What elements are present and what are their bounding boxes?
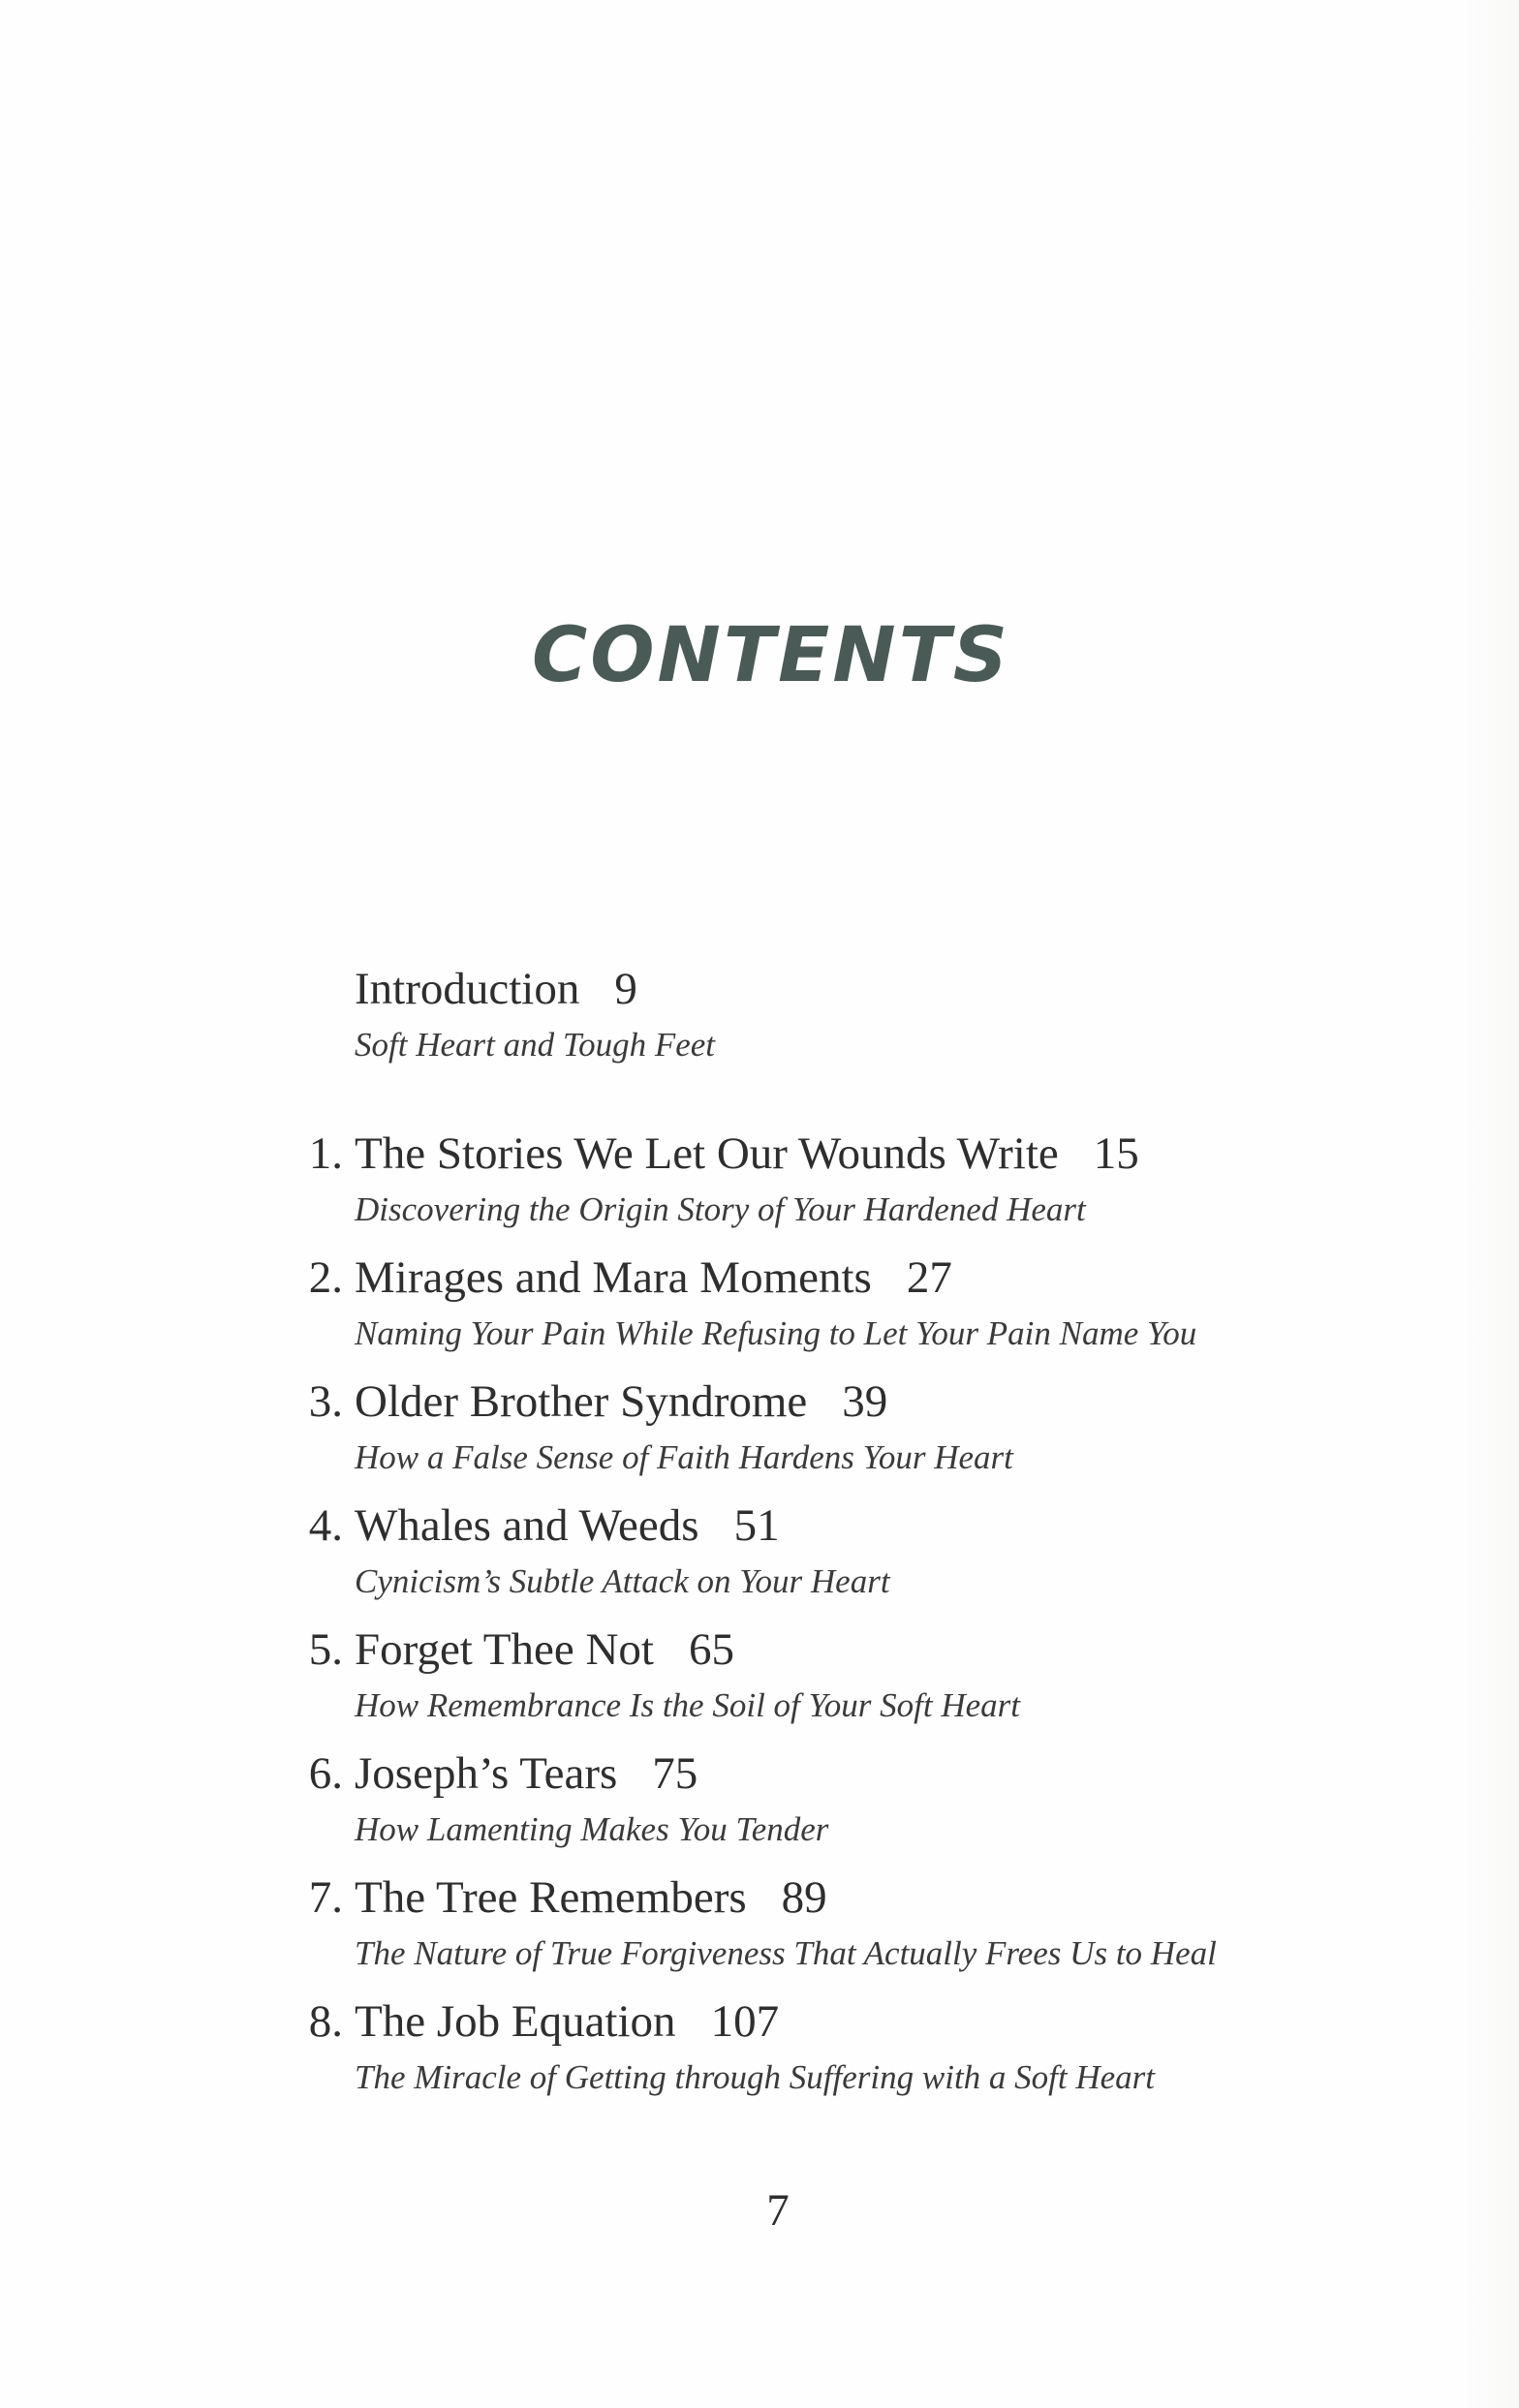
toc-chapter-page: 89 [781,1872,827,1923]
toc-chapter-number: 1. [308,1128,343,1179]
toc-chapter-number: 5. [308,1624,343,1675]
toc-chapter-page: 51 [733,1500,780,1551]
toc-chapter-5 [355,1623,734,1676]
toc-chapter-number: 8. [308,1996,343,2047]
toc-chapter-title: Mirages and Mara Moments [355,1252,872,1303]
toc-chapter-subtitle: How Remembrance Is the Soil of Your Soft Heart [355,1686,1020,1724]
toc-chapter-3 [355,1375,887,1428]
toc-chapter-title: Older Brother Syndrome [355,1376,808,1427]
toc-chapter-page: 107 [710,1996,780,2047]
toc-chapter-page: 27 [906,1252,952,1303]
toc-chapter-number: 7. [308,1872,343,1923]
toc-chapter-title: Forget Thee Not [355,1624,654,1675]
toc-chapter-8 [355,1995,779,2048]
toc-chapter-subtitle: How Lamenting Makes You Tender [355,1810,829,1848]
toc-entry-introduction [355,963,637,1015]
toc-chapter-7 [355,1871,827,1924]
toc-chapter-number: 6. [308,1748,343,1799]
toc-entry-subtitle: Soft Heart and Tough Feet [355,1026,716,1064]
toc-chapter-page: 75 [652,1748,698,1799]
toc-chapter-title: Whales and Weeds [355,1500,699,1551]
toc-chapter-subtitle: Naming Your Pain While Refusing to Let Your Pain Name You [355,1314,1197,1352]
toc-chapter-number: 2. [308,1252,343,1303]
toc-chapter-title: The Stories We Let Our Wounds Write [355,1128,1059,1179]
toc-chapter-title: The Job Equation [355,1996,676,2047]
contents-heading: CONTENTS [532,612,1010,699]
toc-chapter-page: 15 [1093,1128,1139,1179]
toc-chapter-6 [355,1747,698,1800]
page-edge-shadow [1461,0,1519,2408]
toc-chapter-4 [355,1499,780,1552]
toc-chapter-1 [355,1127,1139,1180]
toc-chapter-subtitle: How a False Sense of Faith Hardens Your Heart [355,1438,1013,1476]
toc-chapter-subtitle: Discovering the Origin Story of Your Hardened Heart [355,1190,1086,1228]
toc-chapter-title: The Tree Remembers [355,1872,747,1923]
toc-chapter-number: 4. [308,1500,343,1551]
toc-chapter-number: 3. [308,1376,343,1427]
toc-chapter-subtitle: The Miracle of Getting through Suffering with a Soft Heart [355,2058,1156,2096]
page-number: 7 [766,2185,790,2236]
toc-chapter-page: 39 [842,1376,888,1427]
toc-entry-title: Introduction [355,964,580,1014]
toc-chapter-subtitle: Cynicism’s Subtle Attack on Your Heart [355,1562,890,1600]
toc-chapter-page: 65 [688,1624,734,1675]
toc-entry-page: 9 [614,964,637,1014]
toc-chapter-subtitle: The Nature of True Forgiveness That Actually Frees Us to Heal [355,1934,1217,1972]
toc-chapter-title: Joseph’s Tears [355,1748,618,1799]
toc-chapter-2 [355,1251,952,1304]
